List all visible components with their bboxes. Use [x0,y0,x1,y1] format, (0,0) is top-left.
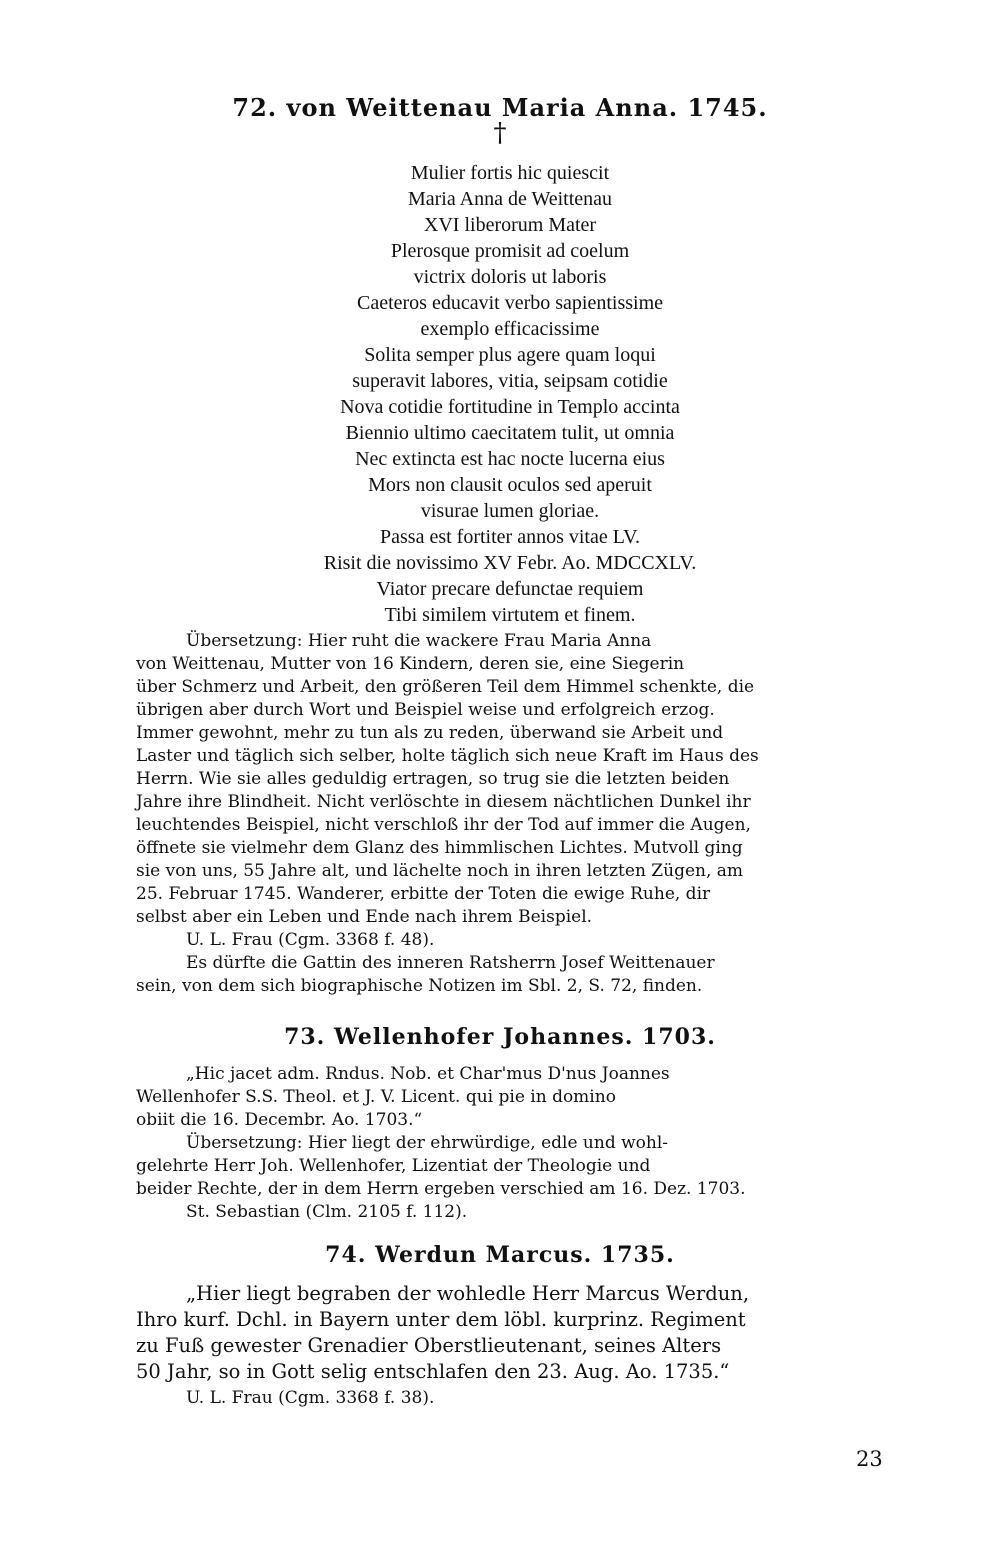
translation-line: Übersetzung: Hier ruht die wackere Frau Maria Anna [186,631,652,651]
latin-line: obiit die 16. Decembr. Ao. 1703.“ [136,1110,423,1130]
inscription-line: exemplo efficacissime [420,318,600,340]
inscription-line: victrix doloris ut laboris [413,266,607,288]
entry-73-body [136,1063,886,1224]
translation-line: Jahre ihre Blindheit. Nicht verlöschte in diesem nächtlichen Dunkel ihr [136,792,751,812]
inscription-line: Mulier fortis hic quiescit [410,162,610,184]
inscription-line: Risit die novissimo XV Febr. Ao. MDCCXLV. [323,552,697,574]
inscription-line: XVI liberorum Mater [423,214,597,236]
inscription-line: Viator precare defunctae requiem [376,578,644,600]
inscription-line: Caeteros educavit verbo sapientissime [356,292,663,314]
entry-74-body [136,1281,886,1411]
translation-line: übrigen aber durch Wort und Beispiel weise und erfolgreich erzog. [136,700,715,720]
latin-line: „Hic jacet adm. Rndus. Nob. et Char'mus D'nus Joannes [186,1064,670,1084]
inscription-line: superavit labores, vitia, seipsam cotidie [352,370,668,392]
entry-74-heading: 74. Werdun Marcus. 1735. [325,1242,675,1268]
inscription-line: Maria Anna de Weittenau [407,188,613,210]
cross-symbol: † [493,118,507,148]
text-line: Ihro kurf. Dchl. in Bayern unter dem löbl. kurprinz. Regiment [136,1308,746,1331]
inscription-line: Biennio ultimo caecitatem tulit, ut omnia [345,422,675,444]
entry-72-inscription [0,160,1000,628]
inscription-line: Plerosque promisit ad coelum [390,240,630,262]
translation-line: Immer gewohnt, mehr zu tun als zu reden, überwand sie Arbeit und [136,723,724,743]
translation-line: über Schmerz und Arbeit, den größeren Teil dem Himmel schenkte, die [136,677,755,697]
translation-line: gelehrte Herr Joh. Wellenhofer, Lizentiat der Theologie und [136,1156,651,1176]
translation-line: leuchtendes Beispiel, nicht verschloß ihr der Tod auf immer die Augen, [136,815,751,835]
page-number: 23 [856,1447,883,1471]
translation-line: 25. Februar 1745. Wanderer, erbitte der Toten die ewige Ruhe, dir [136,884,711,904]
inscription-line: visurae lumen gloriae. [420,500,600,522]
inscription-line: Mors non clausit oculos sed aperuit [368,474,652,496]
inscription-line: Nova cotidie fortitudine in Templo accinta [340,396,680,418]
text-line: zu Fuß gewester Grenadier Oberstlieutenant, seines Alters [136,1334,722,1357]
translation-line: sie von uns, 55 Jahre alt, und lächelte noch in ihren letzten Zügen, am [136,861,744,881]
translation-line: selbst aber ein Leben und Ende nach ihrem Beispiel. [136,907,593,927]
latin-line: Wellenhofer S.S. Theol. et J. V. Licent. qui pie in domino [136,1087,616,1107]
entry-73-heading: 73. Wellenhofer Johannes. 1703. [284,1024,716,1050]
translation-line: Herrn. Wie sie alles geduldig ertragen, so trug sie die letzten beiden [136,769,730,789]
inscription-line: Tibi similem virtutem et finem. [384,604,636,626]
entry-72-translation [136,630,886,998]
source-citation: U. L. Frau (Cgm. 3368 f. 38). [186,1388,435,1408]
inscription-line: Nec extincta est hac nocte lucerna eius [355,448,665,470]
inscription-line: Solita semper plus agere quam loqui [364,344,656,366]
source-citation: St. Sebastian (Clm. 2105 f. 112). [186,1202,468,1222]
translation-line: von Weittenau, Mutter von 16 Kindern, deren sie, eine Siegerin [136,654,685,674]
translation-line: Laster und täglich sich selber, holte täglich sich neue Kraft im Haus des [136,746,759,766]
translation-line: Übersetzung: Hier liegt der ehrwürdige, edle und wohl- [186,1133,669,1153]
text-line: 50 Jahr, so in Gott selig entschlafen den 23. Aug. Ao. 1735.“ [136,1360,730,1383]
source-citation: U. L. Frau (Cgm. 3368 f. 48). [186,930,435,950]
text-line: „Hier liegt begraben der wohledle Herr Marcus Werdun, [186,1282,750,1305]
entry-72-heading: 72. von Weittenau Maria Anna. 1745. [232,93,768,122]
note-line: Es dürfte die Gattin des inneren Ratsherrn Josef Weittenauer [186,953,715,973]
inscription-line: Passa est fortiter annos vitae LV. [380,526,640,548]
translation-line: öffnete sie vielmehr dem Glanz des himmlischen Lichtes. Mutvoll ging [136,838,743,858]
translation-line: beider Rechte, der in dem Herrn ergeben verschied am 16. Dez. 1703. [136,1179,746,1199]
note-line: sein, von dem sich biographische Notizen im Sbl. 2, S. 72, finden. [136,976,703,996]
